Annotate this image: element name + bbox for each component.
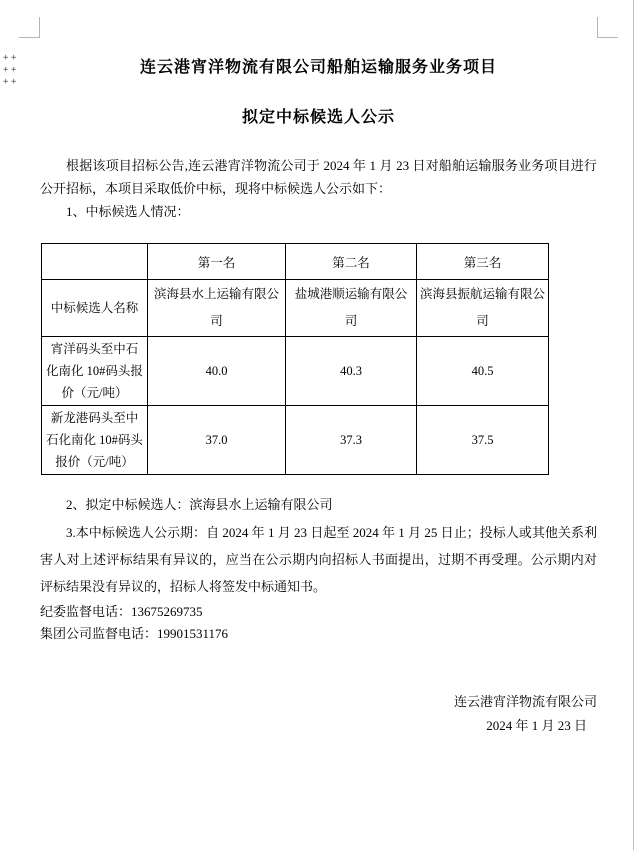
group-phone-line: 集团公司监督电话：19901531176 xyxy=(40,626,229,641)
price-cell: 37.0 xyxy=(148,406,286,475)
candidate-table xyxy=(41,243,549,475)
price-cell: 37.5 xyxy=(417,406,549,475)
price-cell: 40.0 xyxy=(148,337,286,406)
table-row-candidate-names xyxy=(42,280,549,337)
signature-date: 2024 年 1 月 23 日 xyxy=(486,718,587,733)
signature-block xyxy=(40,691,597,739)
supervision-phones xyxy=(40,601,597,645)
drag-handle-icon[interactable] xyxy=(3,55,19,91)
anchor-marker-icon: + xyxy=(3,65,9,75)
signature-company: 连云港宵洋物流有限公司 xyxy=(453,694,597,709)
document-content xyxy=(40,48,597,739)
document-title: 连云港宵洋物流有限公司船舶运输服务业务项目 xyxy=(139,59,497,76)
price-cell: 40.5 xyxy=(417,337,549,406)
anchor-marker-icon: + xyxy=(3,77,9,87)
candidate-name-cell: 滨海县振航运输有限公司 xyxy=(417,280,549,337)
anchor-marker-icon: + xyxy=(11,77,17,87)
table-header-cell-empty xyxy=(42,244,148,280)
table-header-cell-second: 第二名 xyxy=(286,244,417,280)
anchor-marker-icon: + xyxy=(11,65,17,75)
intro-paragraph: 根据该项目招标公告,连云港宵洋物流公司于 2024 年 1 月 23 日对船舶运输服务业务项目进行公开招标，本项目采取低价中标，现将中标候选人公示如下： xyxy=(40,158,597,196)
page-corner-crop-mark-left-icon xyxy=(19,17,40,38)
table-row-price-xiaoyang xyxy=(42,337,549,406)
table-row-price-xinlonggang xyxy=(42,406,549,475)
page-right-edge-line xyxy=(633,0,634,850)
candidate-name-cell: 滨海县水上运输有限公司 xyxy=(148,280,286,337)
anchor-marker-icon: + xyxy=(11,53,17,63)
anchor-marker-icon: + xyxy=(3,53,9,63)
section2-text: 2、拟定中标候选人：滨海县水上运输有限公司 xyxy=(66,497,333,512)
table-header-cell-first: 第一名 xyxy=(148,244,286,280)
table-header-row xyxy=(42,244,549,280)
section1-heading: 1、中标候选人情况： xyxy=(66,204,190,219)
page-corner-crop-mark-right-icon xyxy=(597,17,618,38)
row-label-candidate-name: 中标候选人名称 xyxy=(42,280,148,337)
discipline-phone-line: 纪委监督电话：13675269735 xyxy=(40,604,203,619)
document-subtitle: 拟定中标候选人公示 xyxy=(241,109,395,126)
table-header-cell-third: 第三名 xyxy=(417,244,549,280)
row-label-price-xinlonggang: 新龙港码头至中石化南化 10#码头报价（元/吨） xyxy=(42,406,148,475)
candidate-name-cell: 盐城港顺运输有限公司 xyxy=(286,280,417,337)
section3-text: 3.本中标候选人公示期：自 2024 年 1 月 23 日起至 2024 年 1 月 25 日止；投标人或其他关系利害人对上述评标结果有异议的，应当在公示期内向招标人书面提出，过期不再受理。公示期内对评标结果没有异议的，招标人将签发中标通知书。 xyxy=(40,525,597,594)
row-label-price-xiaoyang: 宵洋码头至中石化南化 10#码头报价（元/吨） xyxy=(42,337,148,406)
price-cell: 37.3 xyxy=(286,406,417,475)
price-cell: 40.3 xyxy=(286,337,417,406)
